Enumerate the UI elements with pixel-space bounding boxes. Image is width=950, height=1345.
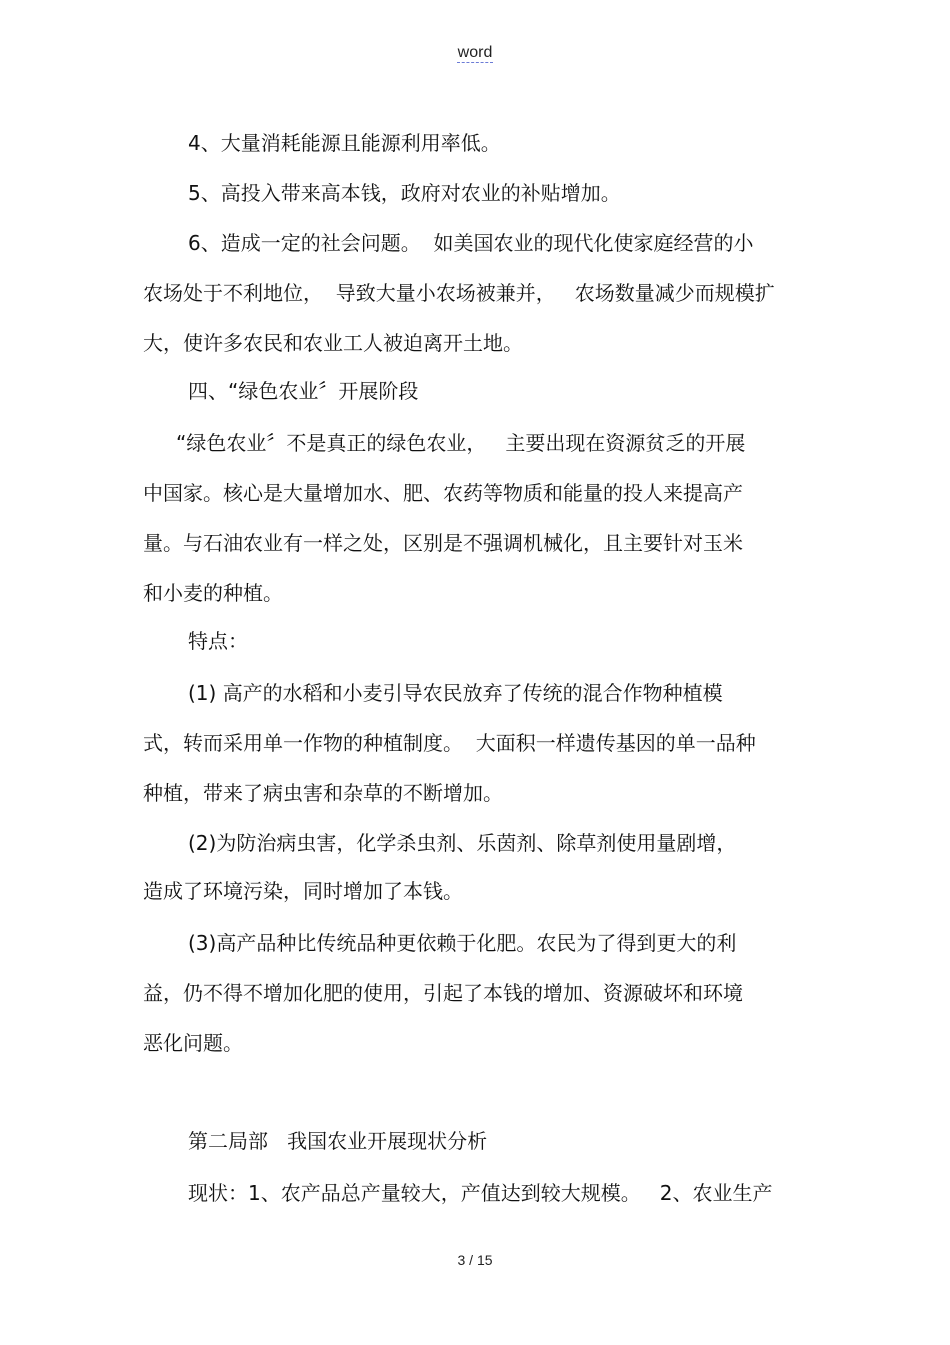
text-line: 式，转而采用单一作物的种植制度。 大面积一样遗传基因的单一品种 — [143, 731, 756, 755]
text-line: 种植，带来了病虫害和杂草的不断增加。 — [143, 781, 503, 805]
section-heading: 第二局部 我国农业开展现状分析 — [188, 1129, 488, 1153]
text-line: 恶化问题。 — [143, 1031, 243, 1055]
page-number: 3 / 15 — [457, 1252, 493, 1268]
text-line: 特点： — [188, 629, 248, 653]
text-line: 中国家。核心是大量增加水、肥、农药等物质和能量的投人来提高产 — [143, 481, 743, 505]
header-title: word — [457, 44, 493, 61]
text-line: 5、高投入带来高本钱，政府对农业的补贴增加。 — [188, 181, 621, 205]
text-line: 农场处于不利地位， 导致大量小农场被兼并， 农场数量减少而规模扩 — [143, 281, 775, 305]
text-line: 和小麦的种植。 — [143, 581, 283, 605]
text-line: 益，仍不得不增加化肥的使用，引起了本钱的增加、资源破坏和环境 — [143, 981, 743, 1005]
text-line: 造成了环境污染，同时增加了本钱。 — [143, 879, 463, 903]
text-line: “绿色农业〞不是真正的绿色农业， 主要出现在资源贫乏的开展 — [176, 431, 746, 455]
text-line: (3)高产品种比传统品种更依赖于化肥。农民为了得到更大的利 — [188, 931, 737, 955]
text-line: 量。与石油农业有一样之处，区别是不强调机械化，且主要针对玉米 — [143, 531, 743, 555]
text-line: 4、大量消耗能源且能源利用率低。 — [188, 131, 501, 155]
text-line: 现状：1、农产品总产量较大，产值达到较大规模。 2、农业生产 — [188, 1181, 773, 1205]
text-line: (2)为防治病虫害，化学杀虫剂、乐茵剂、除草剂使用量剧增， — [188, 831, 737, 855]
text-line: 6、造成一定的社会问题。 如美国农业的现代化使家庭经营的小 — [188, 231, 754, 255]
text-line: 大，使许多农民和农业工人被迫离开土地。 — [143, 331, 523, 355]
section-heading: 四、“绿色农业〞开展阶段 — [188, 379, 419, 403]
text-line: (1) 高产的水稻和小麦引导农民放弃了传统的混合作物种植模 — [188, 681, 723, 705]
